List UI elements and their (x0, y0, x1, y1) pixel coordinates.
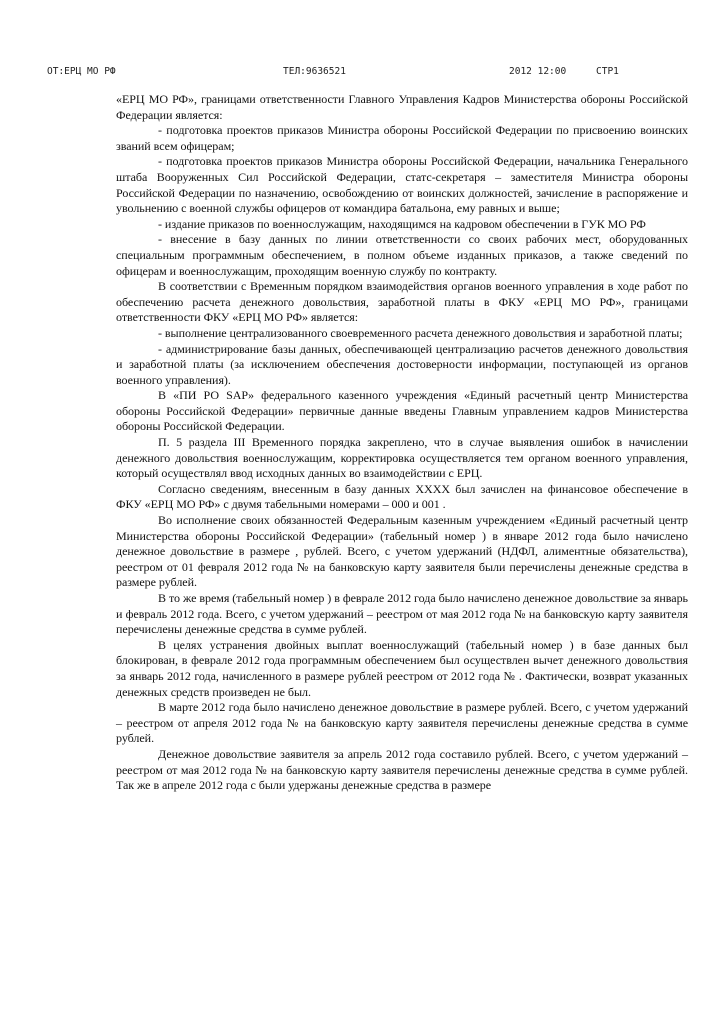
paragraph-section-5: П. 5 раздела III Временного порядка закреплено, что в случае выявления ошибок в начислении денежного довольствия военнослужащим, корректировка осуществляется тем органом военного управления, который осуществлял ввод исходных данных во взаимодействии с ЕРЦ. (116, 435, 688, 481)
list-item-administration: - администрирование базы данных, обеспечивающей централизацию расчетов денежного довольствия и заработной платы (за исключением обеспечения достоверности информации, поступающей из органов военного управления). (116, 341, 688, 387)
list-item-ranks: - подготовка проектов приказов Министра обороны Российской Федерации по присвоению воинских званий всем офицерам; (116, 123, 688, 153)
letter-body (116, 92, 688, 794)
fax-sender: ОТ:ЕРЦ МО РФ (47, 66, 116, 77)
paragraph-march: В марте 2012 года было начислено денежное довольствие в размере рублей. Всего, с учетом удержаний – реестром от апреля 2012 года № на банковскую карту заявителя перечислены денежные средства в сумме рублей. (116, 700, 688, 746)
paragraph-database-record: Согласно сведениям, внесенным в базу данных XXXX был зачислен на финансовое обеспечение в ФКУ «ЕРЦ МО РФ» с двумя табельными номерами – 000 и 001 . (116, 481, 688, 512)
fax-phone: ТЕЛ:9636521 (283, 66, 346, 77)
paragraph-procedure: В соответствии с Временным порядком взаимодействия органов военного управления в ходе работ по обеспечению расчета денежного довольствия, заработной платы в ФКУ «ЕРЦ МО РФ», границами ответственности ФКУ «ЕРЦ МО РФ» является: (116, 279, 688, 325)
fax-page-number: СТР1 (596, 66, 619, 77)
paragraph-sap: В «ПИ РО SAP» федерального казенного учреждения «Единый расчетный центр Министерства обороны Российской Федерации» первичные данные введены Главным управлением кадров Министерства обороны Российской Федерации. (116, 388, 688, 434)
paragraph-april: Денежное довольствие заявителя за апрель 2012 года составило рублей. Всего, с учетом удержаний – реестром от мая 2012 года № на банковскую карту заявителя перечислены денежные средства в сумме рублей. Так же в апреле 2012 года с были удержаны денежные средства в размере (116, 746, 688, 793)
paragraph-intro: «ЕРЦ МО РФ», границами ответственности Главного Управления Кадров Министерства обороны Российской Федерации является: (116, 92, 688, 122)
list-item-database: - внесение в базу данных по линии ответственности со своих рабочих мест, оборудованных специальным программным обеспечением, в полном объеме изданных приказов, а также сведений по офицерам и военнослужащим, проходящим военную службу по контракту. (116, 232, 688, 278)
list-item-calculation: - выполнение централизованного своевременного расчета денежного довольствия и заработной платы; (158, 325, 683, 340)
paragraph-february: В то же время (табельный номер ) в феврале 2012 года было начислено денежное довольствие за январь и февраль 2012 года. Всего, с учетом удержаний – реестром от мая 2012 года № на банковскую карту заявителя перечислены денежные средства в сумме рублей. (116, 591, 688, 637)
paragraph-double-payment: В целях устранения двойных выплат военнослужащий (табельный номер ) в базе данных был блокирован, в феврале 2012 года программным обеспечением был осуществлен вычет денежного довольствия за январь 2012 года, начисленного в размере рублей реестром от 2012 года № . Фактически, возврат указанных денежных средств произведен не был. (116, 637, 688, 699)
fax-header (0, 66, 726, 80)
fax-datetime: 2012 12:00 (509, 66, 567, 77)
list-item-orders: - издание приказов по военнослужащим, находящимся на кадровом обеспечении в ГУК МО РФ (158, 216, 646, 231)
list-item-appointments: - подготовка проектов приказов Министра обороны Российской Федерации, начальника Генерального штаба Вооруженных Сил Российской Федерации, статс-секретаря – заместителя Министра обороны Российской Федерации по назначению, освобождению от воинских должностей, зачисление в распоряжение и увольнению с военной службы офицеров от командира батальона, ему равных и выше; (116, 154, 688, 216)
paragraph-january: Во исполнение своих обязанностей Федеральным казенным учреждением «Единый расчетный центр Министерства обороны Российской Федерации» (табельный номер ) в январе 2012 года было начислено денежное довольствие в размере , рублей. Всего, с учетом удержаний (НДФЛ, алиментные обязательства), реестром от 01 февраля 2012 года № на банковскую карту заявителя были перечислены денежные средства в размере рублей. (116, 513, 688, 590)
